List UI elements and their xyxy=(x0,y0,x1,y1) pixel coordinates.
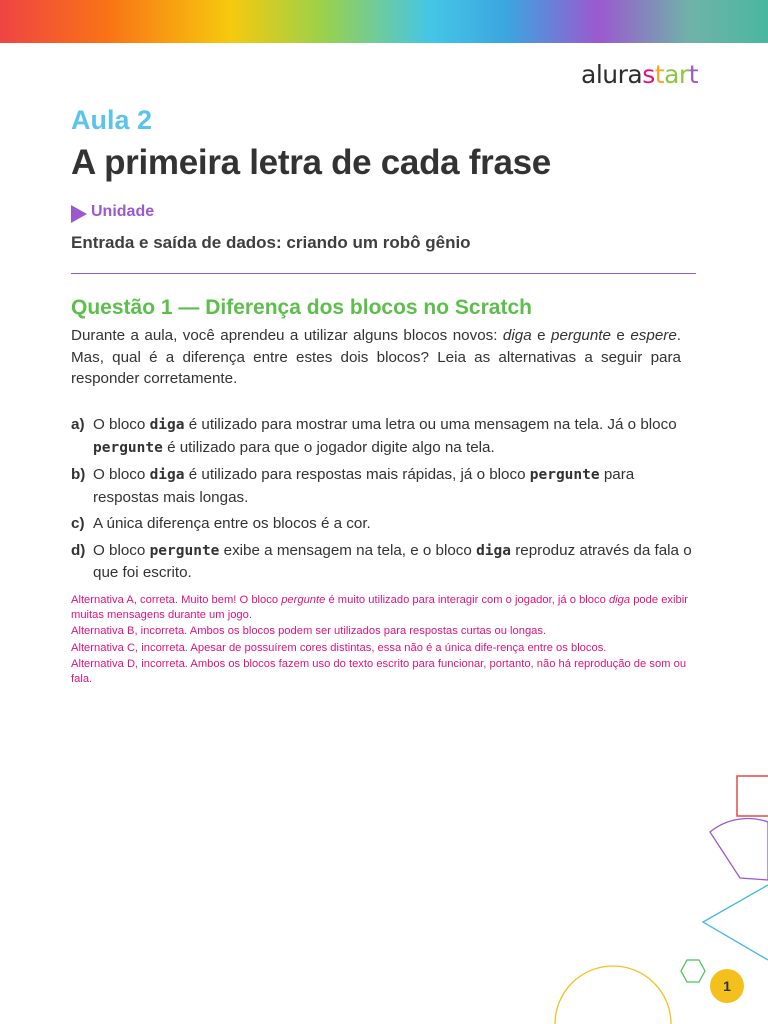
option-letter: c) xyxy=(71,515,85,532)
half-circle-outline-icon xyxy=(710,819,768,880)
feedback-b: Alternativa B, incorreta. Ambos os blocos podem ser utilizados para respostas curtas ou longas. xyxy=(71,625,547,637)
circle-outline-icon xyxy=(555,966,671,1024)
unit-label: Unidade xyxy=(91,203,155,220)
option-text: A única diferença entre os blocos é a cor. xyxy=(93,515,371,532)
question-intro: Durante a aula, você aprendeu a utilizar alguns blocos novos: diga e pergunte e espere. Mas, qual é a diferença entre estes dois blocos? Leia as alternativas a seguir para responder corretamente. xyxy=(71,327,682,387)
page-title: A primeira letra de cada frase xyxy=(71,143,551,182)
alurastart-logo: alurastart xyxy=(581,60,698,89)
option-text: O bloco diga é utilizado para respostas mais rápidas, já o bloco pergunte para respostas mais longas. xyxy=(93,466,635,506)
option-letter: a) xyxy=(71,416,85,433)
option-letter: b) xyxy=(71,466,86,483)
triangle-outline-icon xyxy=(703,885,768,960)
page-number: 1 xyxy=(710,969,744,1003)
hexagon-outline-icon xyxy=(681,960,705,982)
option-text: O bloco diga é utilizado para mostrar uma letra ou uma mensagem na tela. Já o bloco pergunte é utilizado para que o jogador digite algo na tela. xyxy=(93,416,677,456)
square-outline-icon xyxy=(737,776,768,816)
option-text: O bloco pergunte exibe a mensagem na tela, e o bloco diga reproduz através da fala o que foi escrito. xyxy=(93,541,692,581)
lesson-label: Aula 2 xyxy=(71,105,153,135)
unit-name: Entrada e saída de dados: criando um robô gênio xyxy=(71,233,471,252)
feedback-c: Alternativa C, incorreta. Apesar de possuírem cores distintas, essa não é a única dife-rença entre os blocos. xyxy=(71,641,607,654)
option-letter: d) xyxy=(71,541,86,559)
feedback-a: Alternativa A, correta. Muito bem! O bloco pergunte é muito utilizado para interagir com o jogador, já o bloco diga pode exibir muitas mensagens durante um jogo. xyxy=(71,594,688,621)
question-title: Questão 1 — Diferença dos blocos no Scratch xyxy=(71,296,532,319)
feedback-d: Alternativa D, incorreta. Ambos os blocos fazem uso do texto escrito para funcionar, portanto, não há reprodução de som ou fala. xyxy=(71,658,687,685)
